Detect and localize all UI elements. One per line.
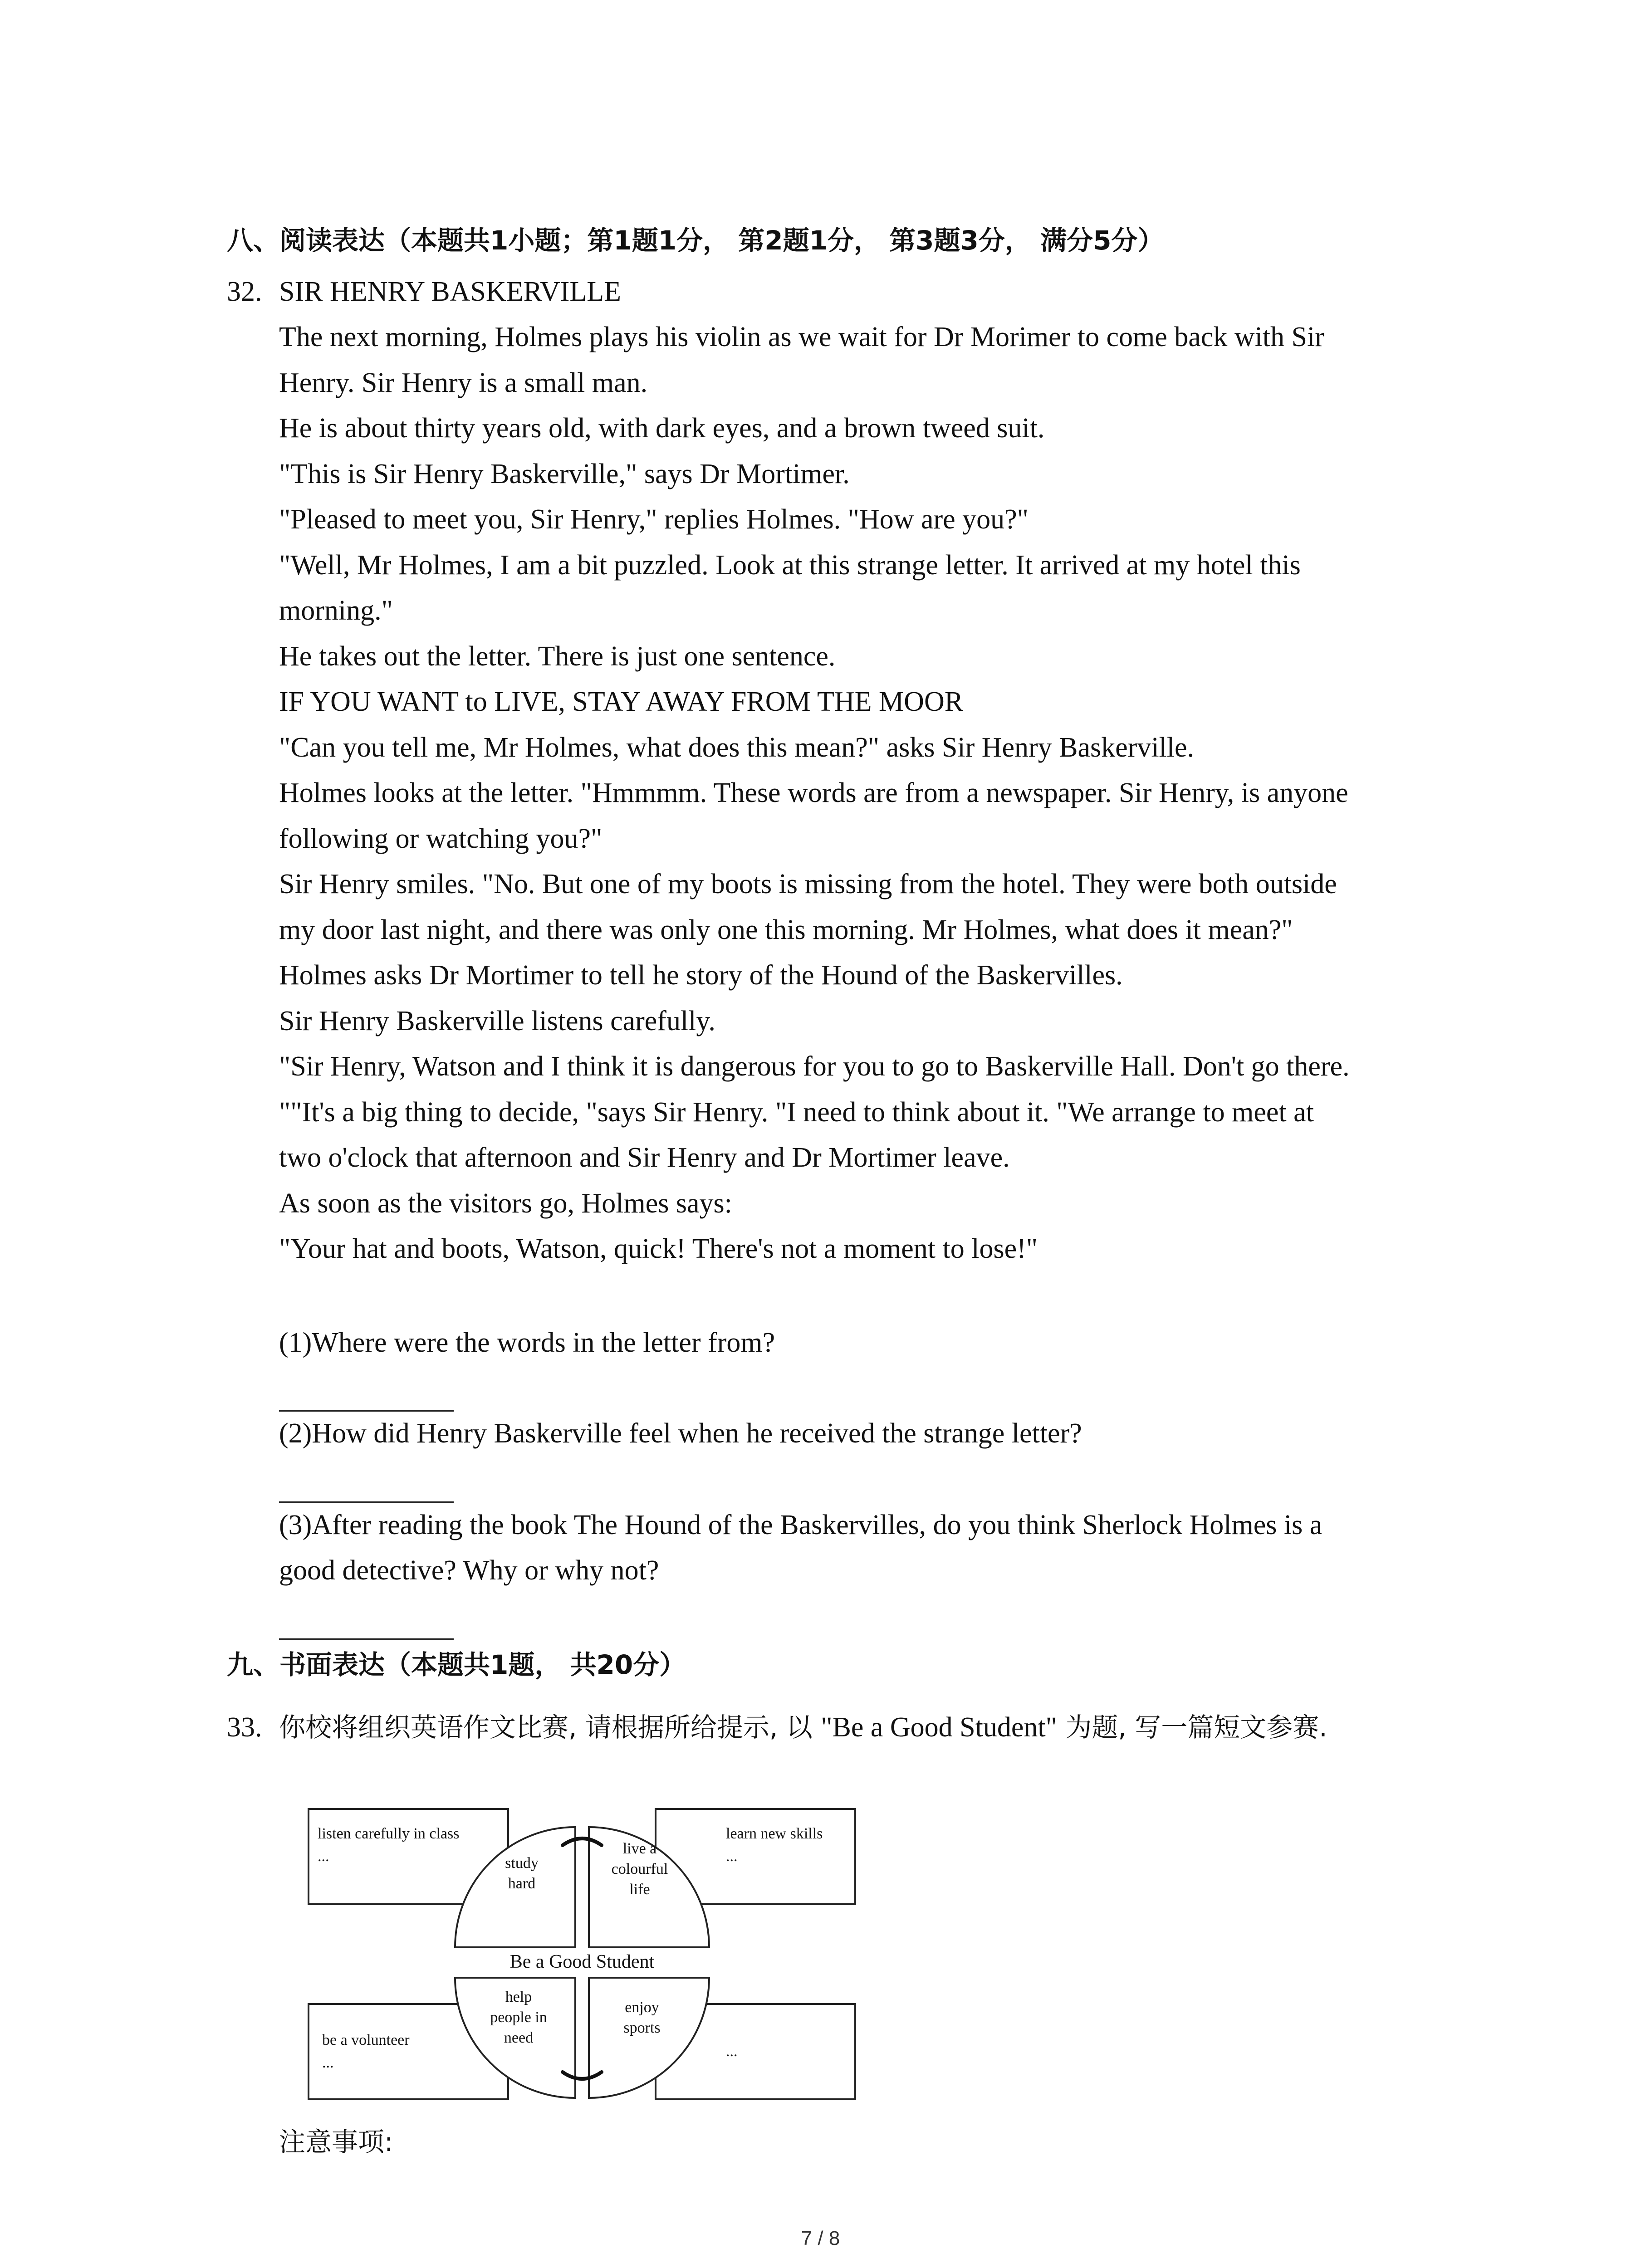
passage-line: ""It's a big thing to decide, "says Sir Henry. "I need to think about it. "We arrange to meet at <box>279 1096 1314 1128</box>
notes-label: 注意事项: <box>279 2126 393 2157</box>
svg-text:colourful: colourful <box>611 1861 668 1877</box>
quadrant-tr-label: live a <box>622 1840 657 1857</box>
quadrant-enjoy-sports <box>589 1978 709 2098</box>
quadrant-tl-label: study <box>505 1855 539 1872</box>
question-33-number: 33. <box>227 1712 262 1743</box>
passage-line: Holmes looks at the letter. "Hmmmm. These words are from a newspaper. Sir Henry, is anyone <box>279 777 1348 808</box>
bottom-left-box-label: be a volunteer <box>322 2032 410 2048</box>
top-left-box-label: listen carefully in class <box>318 1825 460 1842</box>
sub-question-2: (2)How did Henry Baskerville feel when he received the strange letter? <box>279 1418 1082 1449</box>
quadrant-br-label: enjoy <box>625 1999 659 2016</box>
passage-line: Sir Henry smiles. "No. But one of my boots is missing from the hotel. They were both outside <box>279 869 1337 899</box>
passage-line: "This is Sir Henry Baskerville," says Dr Mortimer. <box>279 458 850 489</box>
passage-line: He is about thirty years old, with dark eyes, and a brown tweed suit. <box>279 413 1045 444</box>
passage-line: As soon as the visitors go, Holmes says: <box>279 1188 732 1219</box>
passage-line: IF YOU WANT to LIVE, STAY AWAY FROM THE MOOR <box>279 686 964 717</box>
svg-text:sports: sports <box>623 2019 661 2036</box>
section-8-heading: 八、阅读表达（本题共1小题；第1题1分， 第2题1分， 第3题3分， 满分5分） <box>227 225 1164 256</box>
be-a-good-student-diagram <box>272 1800 890 2108</box>
passage-line: He takes out the letter. There is just one sentence. <box>279 640 836 672</box>
svg-text:people in: people in <box>490 2009 547 2026</box>
passage-title: SIR HENRY BASKERVILLE <box>279 276 621 307</box>
answer-blank-3[interactable] <box>279 1638 454 1640</box>
passage-line: my door last night, and there was only one this morning. Mr Holmes, what does it mean?" <box>279 914 1293 945</box>
passage-line: "Can you tell me, Mr Holmes, what does this mean?" asks Sir Henry Baskerville. <box>279 732 1195 763</box>
diagram-center-title: Be a Good Student <box>509 1951 655 1972</box>
bottom-right-box-label: ... <box>726 2043 738 2060</box>
section-9-heading: 九、书面表达（本题共1题， 共20分） <box>227 1649 686 1680</box>
passage-line: "Sir Henry, Watson and I think it is dangerous for you to go to Baskerville Hall. Don't go there. <box>279 1051 1350 1082</box>
svg-text:life: life <box>629 1881 650 1898</box>
sub-question-3-line2: good detective? Why or why not? <box>279 1555 659 1586</box>
svg-text:...: ... <box>322 2054 334 2071</box>
passage-line: morning." <box>279 595 393 626</box>
svg-text:hard: hard <box>508 1875 536 1892</box>
svg-text:...: ... <box>726 1848 738 1865</box>
passage-line: Holmes asks Dr Mortimer to tell he story of the Hound of the Baskervilles. <box>279 960 1123 991</box>
passage-line: The next morning, Holmes plays his violin as we wait for Dr Morimer to come back with Sir <box>279 322 1324 352</box>
passage-line: following or watching you?" <box>279 823 603 854</box>
passage-body <box>279 314 1459 1272</box>
top-right-box-label: learn new skills <box>726 1825 823 1842</box>
sub-question-1: (1)Where were the words in the letter from? <box>279 1327 775 1358</box>
passage-line: "Well, Mr Holmes, I am a bit puzzled. Look at this strange letter. It arrived at my hotel this <box>279 549 1301 581</box>
passage-line: Sir Henry Baskerville listens carefully. <box>279 1005 715 1036</box>
passage-line: Henry. Sir Henry is a small man. <box>279 367 648 398</box>
sub-question-3-line1: (3)After reading the book The Hound of the Baskervilles, do you think Sherlock Holmes is a <box>279 1510 1323 1540</box>
passage-line: two o'clock that afternoon and Sir Henry and Dr Mortimer leave. <box>279 1142 1010 1173</box>
passage-line: "Pleased to meet you, Sir Henry," replies Holmes. "How are you?" <box>279 504 1029 535</box>
svg-text:need: need <box>504 2029 534 2046</box>
svg-text:...: ... <box>318 1848 329 1865</box>
question-33-prompt: 你校将组织英语作文比赛, 请根据所给提示, 以 "Be a Good Student" 为题, 写一篇短文参赛. <box>279 1712 1327 1743</box>
page-indicator: 7 / 8 <box>801 2227 840 2249</box>
passage-line: "Your hat and boots, Watson, quick! There's not a moment to lose!" <box>279 1233 1038 1264</box>
quadrant-bl-label: help <box>505 1989 532 2005</box>
question-32-number: 32. <box>227 276 262 307</box>
